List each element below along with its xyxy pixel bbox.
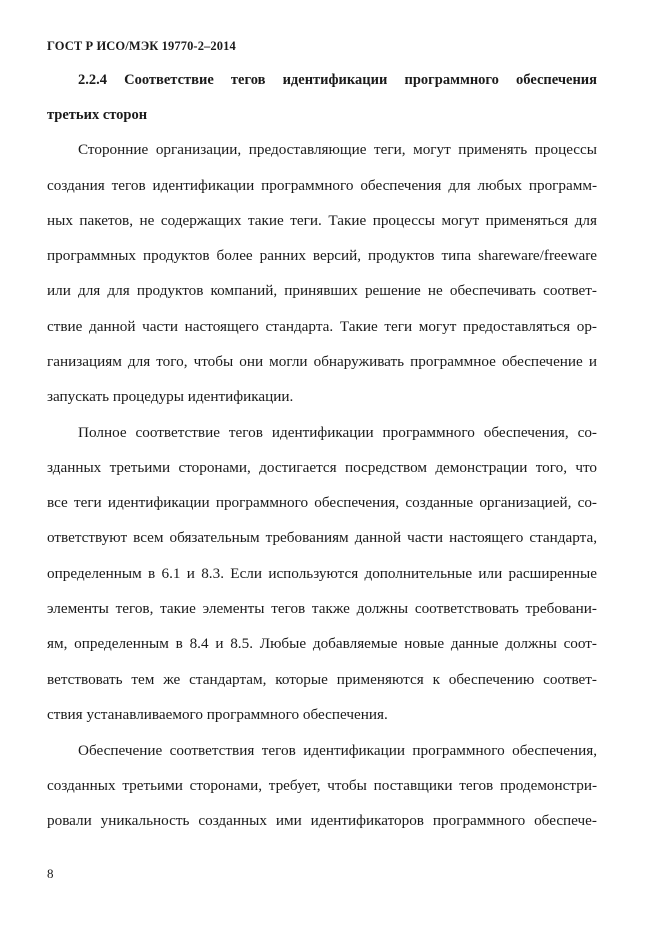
paragraph-1-line: Сторонние организации, предоставляющие теги, могут применять процессы — [78, 141, 597, 158]
paragraph-2-line: элементы тегов, такие элементы тегов также должны соответствовать требовани- — [47, 600, 597, 617]
paragraph-1-line: запускать процедуры идентификации. — [47, 388, 294, 405]
paragraph-1-line: ганизациям для того, чтобы они могли обнаруживать программное обеспечение и — [47, 353, 597, 370]
paragraph-3-line: созданных третьими сторонами, требует, чтобы поставщики тегов продемонстри- — [47, 777, 597, 794]
paragraph-1-line: создания тегов идентификации программного обеспечения для любых программ- — [47, 177, 597, 194]
paragraph-3-line: ровали уникальность созданных ими идентификаторов программного обеспече- — [47, 812, 597, 829]
paragraph-2-line: все теги идентификации программного обеспечения, созданные организацией, со- — [47, 494, 597, 511]
paragraph-2-line: ветствовать тем же стандартам, которые применяются к обеспечению соответ- — [47, 671, 597, 688]
paragraph-1-line: ствие данной части настоящего стандарта. Такие теги могут предоставляться ор- — [47, 318, 597, 335]
paragraph-2-line: зданных третьими сторонами, достигается посредством демонстрации того, что — [47, 459, 597, 476]
paragraph-2-line: ответствуют всем обязательным требованиям данной части настоящего стандарта, — [47, 529, 597, 546]
paragraph-3-line: Обеспечение соответствия тегов идентификации программного обеспечения, — [78, 742, 597, 759]
paragraph-2-line: определенным в 6.1 и 8.3. Если используются дополнительные или расширенные — [47, 565, 597, 582]
paragraph-2-line: ствия устанавливаемого программного обеспечения. — [47, 706, 388, 723]
paragraph-1-line: ных пакетов, не содержащих такие теги. Такие процессы могут применяться для — [47, 212, 597, 229]
section-title-line-2: третьих сторон — [47, 107, 148, 123]
document-header: ГОСТ Р ИСО/МЭК 19770-2–2014 — [47, 39, 236, 53]
section-title-line-1: 2.2.4 Соответствие тегов идентификации программного обеспечения — [78, 72, 597, 88]
paragraph-1-line: программных продуктов более ранних версий, продуктов типа shareware/freeware — [47, 247, 597, 264]
page-number: 8 — [47, 866, 54, 881]
paragraph-2-line: Полное соответствие тегов идентификации программного обеспечения, со- — [78, 424, 597, 441]
paragraph-1-line: или для для продуктов компаний, принявших решение не обеспечивать соответ- — [47, 282, 597, 299]
paragraph-2-line: ям, определенным в 8.4 и 8.5. Любые добавляемые новые данные должны соот- — [47, 635, 597, 652]
